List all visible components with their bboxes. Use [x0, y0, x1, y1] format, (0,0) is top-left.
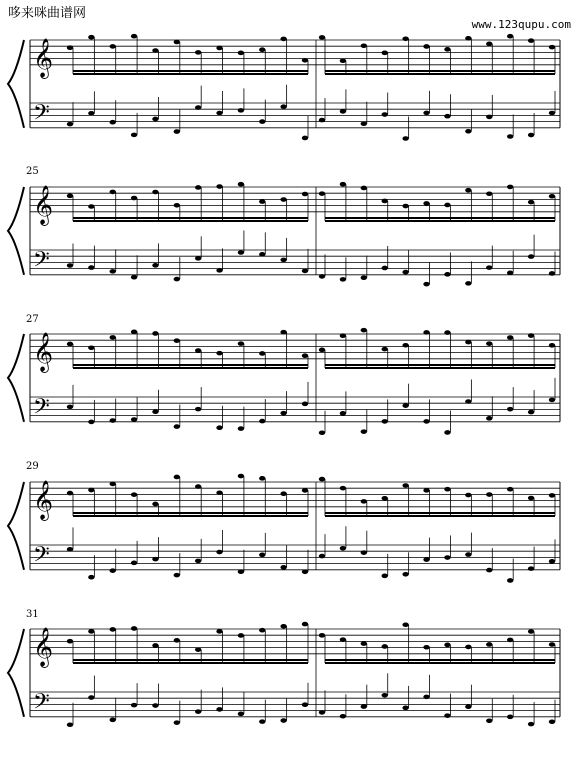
bass-note-head [528, 254, 534, 259]
bass-note-head [423, 419, 429, 424]
bass-note-head [238, 426, 244, 431]
bass-note-head [340, 411, 346, 416]
bass-note-head [486, 416, 492, 421]
bass-note-head [465, 399, 471, 404]
bass-note-head [507, 715, 513, 720]
treble-clef-icon: 𝄞 [33, 184, 54, 225]
bass-note-head [195, 407, 201, 412]
treble-note-head [216, 351, 222, 356]
bass-note-head [361, 550, 367, 555]
bass-note-head [67, 547, 73, 552]
bass-note-head [528, 566, 534, 571]
treble-note-head [259, 47, 265, 52]
bass-note-head [423, 695, 429, 700]
bass-note-head [110, 568, 116, 573]
bass-note-head [174, 129, 180, 134]
bass-note-head [465, 704, 471, 709]
bass-note-head [88, 265, 94, 270]
treble-note-head [382, 51, 388, 56]
bass-note-head [174, 424, 180, 429]
treble-note-head [361, 186, 367, 191]
bass-note-head [110, 120, 116, 125]
bass-note-head [340, 109, 346, 114]
treble-note-head [152, 190, 158, 195]
bass-note-head [195, 559, 201, 564]
treble-note-head [152, 48, 158, 53]
bass-note-head [302, 402, 308, 407]
bass-clef-icon: 𝄢 [33, 689, 50, 720]
treble-note-head [423, 488, 429, 493]
treble-note-head [382, 199, 388, 204]
treble-note-head [528, 629, 534, 634]
bass-note-head [195, 105, 201, 110]
bass-clef-icon: 𝄢 [33, 542, 50, 573]
treble-note-head [340, 182, 346, 187]
treble-clef-icon: 𝄞 [33, 626, 54, 667]
bass-note-head [361, 121, 367, 126]
treble-note-head [67, 491, 73, 496]
treble-note-head [67, 194, 73, 199]
treble-note-head [549, 493, 555, 498]
treble-note-head [402, 483, 408, 488]
treble-note-head [259, 628, 265, 633]
bass-note-head [110, 718, 116, 723]
bass-note-head [238, 712, 244, 717]
treble-note-head [174, 475, 180, 480]
treble-note-head [88, 204, 94, 209]
grand-staff-system [30, 479, 560, 570]
bass-note-head [402, 706, 408, 711]
bass-note-head [382, 112, 388, 117]
brace [8, 482, 24, 570]
treble-note-head [174, 203, 180, 208]
treble-note-head [549, 642, 555, 647]
treble-note-head [216, 46, 222, 51]
treble-note-head [361, 499, 367, 504]
treble-note-head [174, 40, 180, 45]
bass-note-head [131, 275, 137, 280]
bass-note-head [402, 572, 408, 577]
bass-note-head [280, 565, 286, 570]
bass-note-head [259, 719, 265, 724]
bass-note-head [302, 269, 308, 274]
treble-note-head [382, 496, 388, 501]
brace [8, 334, 24, 422]
treble-note-head [465, 340, 471, 345]
treble-note-head [302, 488, 308, 493]
treble-note-head [131, 626, 137, 631]
treble-note-head [361, 641, 367, 646]
bass-note-head [549, 271, 555, 276]
bass-note-head [216, 707, 222, 712]
bass-note-head [280, 411, 286, 416]
bass-note-head [131, 703, 137, 708]
treble-note-head [216, 490, 222, 495]
bass-note-head [340, 277, 346, 282]
treble-note-head [88, 345, 94, 350]
treble-note-head [88, 488, 94, 493]
bass-note-head [444, 430, 450, 435]
bass-note-head [67, 263, 73, 268]
bass-note-head [382, 419, 388, 424]
bass-note-head [216, 268, 222, 273]
treble-note-head [88, 629, 94, 634]
bass-note-head [382, 693, 388, 698]
treble-note-head [302, 192, 308, 197]
bass-note-head [238, 108, 244, 113]
treble-note-head [465, 493, 471, 498]
treble-note-head [382, 347, 388, 352]
treble-note-head [195, 484, 201, 489]
treble-note-head [216, 184, 222, 189]
treble-note-head [340, 333, 346, 338]
treble-clef-icon: 𝄞 [33, 37, 54, 78]
bass-note-head [110, 269, 116, 274]
bass-note-head [528, 410, 534, 415]
bass-note-head [549, 719, 555, 724]
treble-note-head [507, 185, 513, 190]
grand-staff-system [30, 184, 560, 275]
treble-note-head [465, 36, 471, 41]
bass-note-head [382, 266, 388, 271]
bass-note-head [238, 250, 244, 255]
treble-note-head [402, 343, 408, 348]
treble-note-head [340, 637, 346, 642]
treble-note-head [238, 474, 244, 479]
bass-note-head [528, 722, 534, 727]
treble-note-head [444, 203, 450, 208]
bass-note-head [444, 713, 450, 718]
treble-note-head [549, 45, 555, 50]
treble-note-head [174, 338, 180, 343]
treble-note-head [423, 201, 429, 206]
bass-note-head [174, 573, 180, 578]
bass-note-head [195, 709, 201, 714]
treble-note-head [216, 629, 222, 634]
bass-note-head [195, 256, 201, 261]
bass-note-head [174, 277, 180, 282]
bass-note-head [259, 419, 265, 424]
treble-note-head [423, 330, 429, 335]
treble-note-head [280, 491, 286, 496]
bass-clef-icon: 𝄢 [33, 394, 50, 425]
treble-note-head [486, 492, 492, 497]
treble-note-head [507, 638, 513, 643]
treble-note-head [528, 496, 534, 501]
treble-clef-icon: 𝄞 [33, 331, 54, 372]
bass-note-head [402, 136, 408, 141]
bass-note-head [423, 111, 429, 116]
treble-note-head [361, 43, 367, 48]
treble-note-head [528, 333, 534, 338]
site-url: www.123qupu.com [471, 18, 571, 31]
treble-note-head [402, 204, 408, 209]
treble-note-head [131, 196, 137, 201]
bass-note-head [549, 559, 555, 564]
bass-note-head [319, 554, 325, 559]
treble-note-head [238, 633, 244, 638]
measure-number-25: 25 [26, 166, 39, 177]
treble-note-head [465, 645, 471, 650]
treble-note-head [319, 633, 325, 638]
bass-note-head [402, 270, 408, 275]
bass-note-head [152, 409, 158, 414]
treble-note-head [238, 182, 244, 187]
bass-note-head [174, 720, 180, 725]
treble-note-head [528, 38, 534, 43]
treble-note-head [280, 197, 286, 202]
bass-note-head [507, 578, 513, 583]
bass-note-head [280, 258, 286, 263]
treble-note-head [302, 58, 308, 63]
bass-note-head [319, 710, 325, 715]
bass-note-head [280, 104, 286, 109]
bass-note-head [465, 281, 471, 286]
bass-note-head [88, 695, 94, 700]
treble-note-head [238, 341, 244, 346]
treble-note-head [319, 35, 325, 40]
bass-note-head [486, 568, 492, 573]
treble-note-head [259, 476, 265, 481]
treble-note-head [280, 624, 286, 629]
bass-note-head [216, 425, 222, 430]
bass-note-head [444, 272, 450, 277]
treble-note-head [402, 622, 408, 627]
bass-note-head [216, 111, 222, 116]
treble-note-head [174, 638, 180, 643]
treble-note-head [319, 191, 325, 196]
measure-number-27: 27 [26, 314, 39, 325]
treble-note-head [195, 185, 201, 190]
treble-note-head [67, 639, 73, 644]
bass-note-head [361, 429, 367, 434]
brace [8, 187, 24, 275]
treble-note-head [302, 622, 308, 627]
bass-note-head [402, 403, 408, 408]
treble-note-head [131, 330, 137, 335]
treble-note-head [67, 342, 73, 347]
bass-note-head [67, 122, 73, 127]
treble-note-head [528, 200, 534, 205]
bass-note-head [88, 420, 94, 425]
treble-note-head [549, 343, 555, 348]
bass-note-head [88, 575, 94, 580]
bass-note-head [88, 111, 94, 116]
treble-note-head [259, 351, 265, 356]
bass-note-head [152, 117, 158, 122]
bass-note-head [486, 719, 492, 724]
treble-note-head [423, 645, 429, 650]
bass-note-head [319, 118, 325, 123]
treble-note-head [486, 341, 492, 346]
treble-note-head [486, 42, 492, 47]
bass-note-head [302, 569, 308, 574]
treble-note-head [152, 502, 158, 507]
treble-note-head [340, 486, 346, 491]
treble-note-head [110, 44, 116, 49]
treble-note-head [280, 330, 286, 335]
bass-note-head [465, 552, 471, 557]
bass-note-head [549, 398, 555, 403]
treble-note-head [423, 44, 429, 49]
site-name: 哆来咪曲谱网 [8, 6, 87, 21]
treble-note-head [361, 328, 367, 333]
treble-note-head [507, 34, 513, 39]
treble-note-head [195, 50, 201, 55]
bass-note-head [486, 115, 492, 120]
bass-clef-icon: 𝄢 [33, 247, 50, 278]
treble-note-head [259, 199, 265, 204]
bass-note-head [259, 252, 265, 257]
treble-note-head [88, 35, 94, 40]
brace [8, 40, 24, 128]
treble-note-head [340, 58, 346, 63]
bass-note-head [131, 133, 137, 138]
treble-note-head [280, 37, 286, 42]
bass-note-head [152, 263, 158, 268]
bass-note-head [423, 557, 429, 562]
treble-note-head [382, 644, 388, 649]
measure-number-29: 29 [26, 461, 39, 472]
treble-note-head [486, 642, 492, 647]
treble-note-head [302, 353, 308, 358]
bass-clef-icon: 𝄢 [33, 100, 50, 131]
bass-note-head [444, 114, 450, 119]
bass-note-head [131, 561, 137, 566]
treble-note-head [444, 330, 450, 335]
treble-note-head [67, 45, 73, 50]
treble-note-head [402, 36, 408, 41]
bass-note-head [340, 546, 346, 551]
treble-note-head [152, 643, 158, 648]
brace [8, 629, 24, 717]
bass-note-head [507, 134, 513, 139]
bass-note-head [280, 718, 286, 723]
bass-note-head [319, 430, 325, 435]
treble-note-head [319, 477, 325, 482]
treble-note-head [319, 348, 325, 353]
bass-note-head [319, 274, 325, 279]
treble-note-head [131, 34, 137, 39]
treble-note-head [110, 627, 116, 632]
treble-note-head [444, 487, 450, 492]
treble-note-head [152, 331, 158, 336]
bass-note-head [361, 275, 367, 280]
bass-note-head [528, 133, 534, 138]
bass-note-head [423, 282, 429, 287]
bass-note-head [152, 703, 158, 708]
bass-note-head [549, 111, 555, 116]
treble-note-head [238, 51, 244, 56]
bass-note-head [486, 265, 492, 270]
treble-note-head [507, 335, 513, 340]
grand-staff-system [30, 331, 560, 422]
measure-number-31: 31 [26, 609, 39, 620]
bass-note-head [259, 119, 265, 124]
bass-note-head [302, 136, 308, 141]
grand-staff-system [30, 626, 560, 717]
grand-staff-system [30, 37, 560, 128]
bass-note-head [216, 550, 222, 555]
treble-note-head [486, 191, 492, 196]
bass-note-head [444, 555, 450, 560]
treble-note-head [195, 647, 201, 652]
bass-note-head [238, 569, 244, 574]
bass-note-head [110, 418, 116, 423]
bass-note-head [67, 722, 73, 727]
bass-note-head [259, 553, 265, 558]
bass-note-head [382, 574, 388, 579]
treble-note-head [444, 643, 450, 648]
bass-note-head [67, 405, 73, 410]
bass-note-head [507, 407, 513, 412]
bass-note-head [152, 557, 158, 562]
treble-note-head [465, 188, 471, 193]
bass-note-head [507, 271, 513, 276]
bass-note-head [131, 417, 137, 422]
bass-note-head [361, 704, 367, 709]
bass-note-head [302, 702, 308, 707]
treble-note-head [549, 194, 555, 199]
treble-note-head [131, 492, 137, 497]
treble-note-head [507, 487, 513, 492]
treble-note-head [444, 47, 450, 52]
bass-note-head [340, 714, 346, 719]
bass-note-head [465, 129, 471, 134]
treble-note-head [195, 348, 201, 353]
treble-note-head [110, 335, 116, 340]
treble-note-head [110, 482, 116, 487]
treble-note-head [110, 190, 116, 195]
treble-clef-icon: 𝄞 [33, 479, 54, 520]
